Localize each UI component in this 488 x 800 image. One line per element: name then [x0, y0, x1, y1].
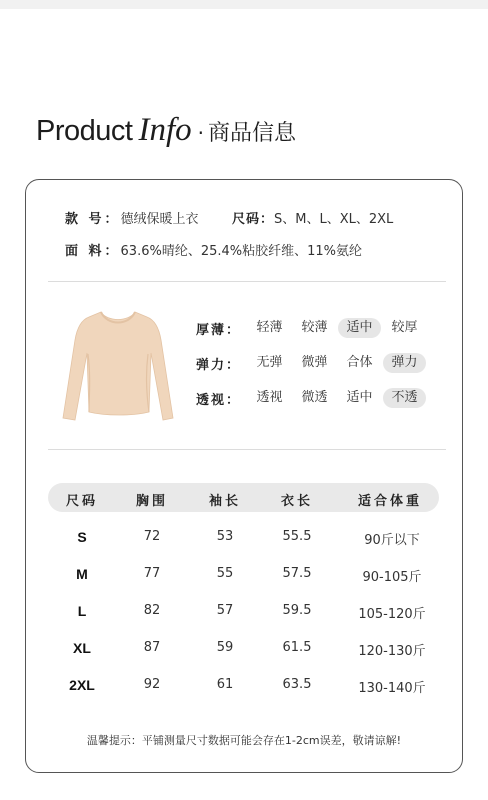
size-label: 尺码：: [232, 212, 275, 227]
table-cell-size: 2XL: [69, 677, 95, 693]
title-en: Product: [36, 115, 133, 147]
table-cell: 130-140斤: [358, 681, 426, 696]
table-cell: 105-120斤: [358, 607, 426, 622]
attr-option: 微透: [301, 390, 328, 405]
table-cell: 55: [216, 566, 234, 581]
attr-option: 适中: [346, 390, 373, 405]
table-cell: 61.5: [282, 640, 312, 655]
attr-option: 弹力: [383, 353, 426, 373]
attr-option: 适中: [338, 318, 381, 338]
title-cn: 商品信息: [207, 121, 296, 146]
table-header: [48, 483, 439, 512]
attr-option: 较薄: [301, 320, 328, 335]
col-header-chest: 胸围: [135, 494, 168, 509]
title-script: Info: [138, 112, 192, 148]
col-header-weight: 适合体重: [357, 494, 422, 509]
attr-row-sheerness: [196, 387, 428, 409]
fabric-row: [65, 240, 362, 259]
col-header-size: 尺码: [65, 494, 98, 509]
divider-top: [48, 281, 446, 282]
table-cell: 90斤以下: [364, 533, 420, 548]
table-cell: 72: [143, 529, 161, 544]
table-cell: 87: [143, 640, 161, 655]
table-cell: 90-105斤: [362, 570, 422, 585]
table-cell: 120-130斤: [358, 644, 426, 659]
title-dot: ·: [197, 121, 204, 145]
style-label: 款 号：: [65, 212, 121, 227]
table-cell: 92: [143, 677, 161, 692]
table-cell: 53: [216, 529, 234, 544]
table-cell: 77: [143, 566, 161, 581]
col-header-sleeve: 袖长: [208, 494, 241, 509]
fabric-label: 面 料：: [65, 244, 121, 259]
attr-option: 合体: [346, 355, 373, 370]
table-cell-size: XL: [73, 640, 91, 656]
page-title: [36, 112, 296, 152]
size-row: [232, 208, 393, 227]
table-cell-size: L: [77, 603, 87, 619]
style-value: 德绒保暖上衣: [120, 212, 199, 227]
attr-option: 不透: [383, 388, 426, 408]
attr-row-thickness: [196, 317, 428, 339]
table-cell: 55.5: [282, 529, 312, 544]
attr-option: 微弹: [301, 355, 328, 370]
style-row: [65, 208, 199, 227]
garment-illustration: [55, 308, 180, 426]
table-cell-size: S: [77, 529, 87, 545]
table-cell: 82: [143, 603, 161, 618]
divider-middle: [48, 449, 446, 450]
measurement-note: 温馨提示：平铺测量尺寸数据可能会存在1-2cm误差，敬请谅解!: [86, 734, 402, 747]
attr-label: 弹力：: [196, 357, 242, 373]
table-cell-size: M: [76, 566, 88, 582]
table-cell: 59.5: [282, 603, 312, 618]
top-strip: [0, 0, 488, 9]
col-header-length: 衣长: [280, 494, 313, 509]
attr-option: 较厚: [391, 320, 418, 335]
attr-option: 轻薄: [256, 320, 283, 335]
attr-option: 无弹: [256, 355, 283, 370]
size-value: S、M、L、XL、2XL: [274, 212, 394, 227]
table-cell: 57: [216, 603, 234, 618]
table-cell: 63.5: [282, 677, 312, 692]
attr-label: 厚薄：: [196, 322, 242, 338]
table-cell: 57.5: [282, 566, 312, 581]
attr-option: 透视: [256, 390, 283, 405]
attr-label: 透视：: [196, 392, 242, 408]
table-cell: 59: [216, 640, 234, 655]
table-cell: 61: [216, 677, 234, 692]
attr-row-elasticity: [196, 352, 428, 374]
fabric-value: 63.6%晴纶、25.4%粘胶纤维、11%氨纶: [120, 244, 363, 259]
